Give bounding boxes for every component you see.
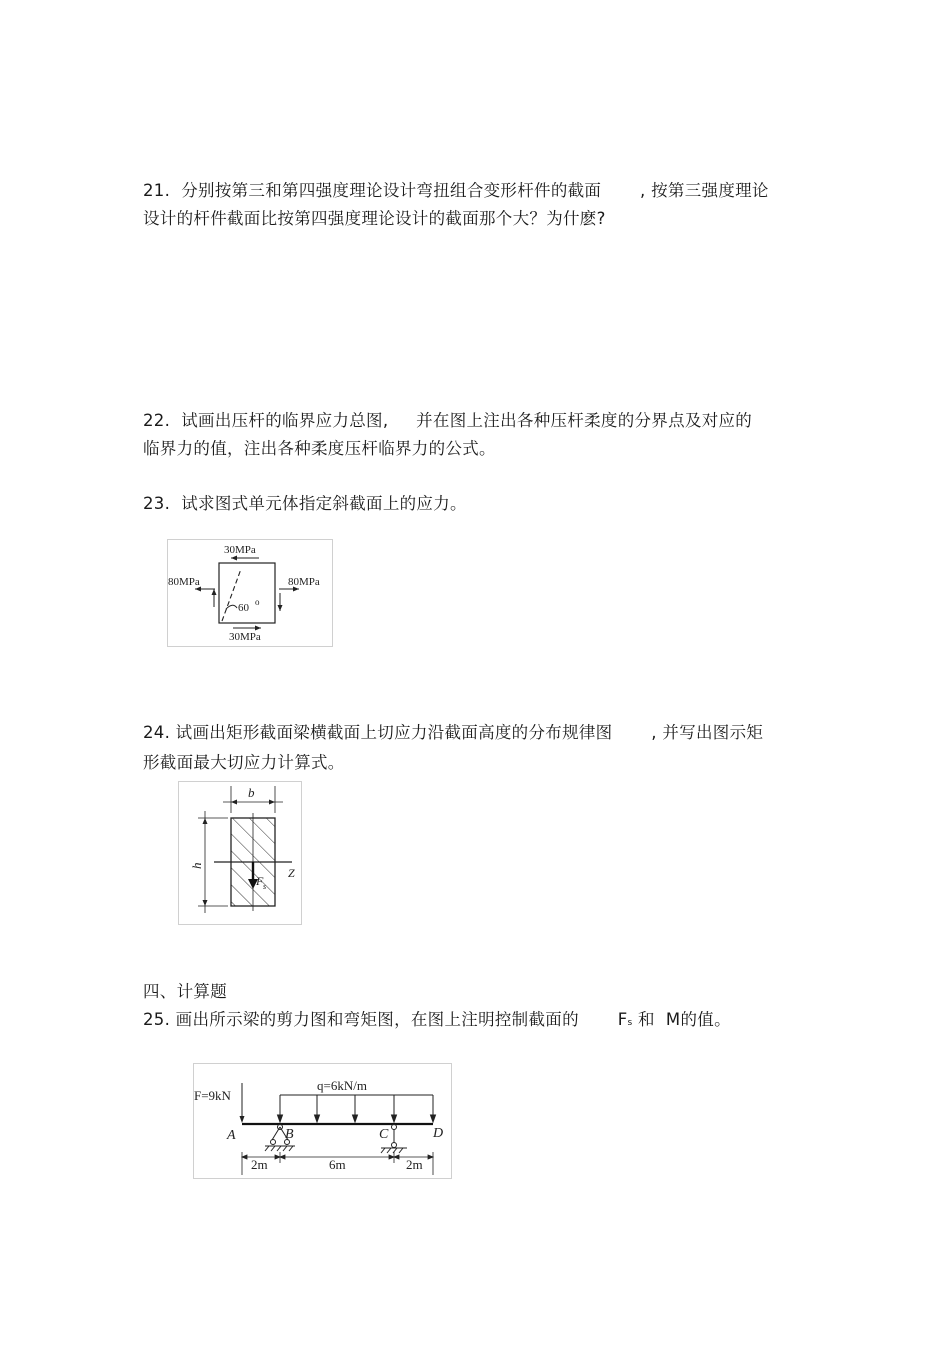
element-box — [219, 563, 275, 623]
q24-axis-label: Z — [288, 866, 295, 880]
q21-text-line2: 设计的杆件截面比按第四强度理论设计的截面那个大？为什麽? — [143, 209, 606, 228]
distributed-load-arrows — [278, 1095, 436, 1122]
q24-force-sub: s — [263, 882, 267, 891]
q25-point-d: D — [433, 1126, 444, 1141]
q24-width-label: b — [248, 785, 255, 800]
q25-force-label: F=9kN — [194, 1088, 231, 1103]
q25-load-label: q=6kN/m — [317, 1078, 367, 1093]
q25-point-a: A — [227, 1128, 236, 1143]
q23-text-line1: 23. 试求图式单元体指定斜截面上的应力。 — [143, 494, 467, 513]
q25-text-subscript: s — [627, 1018, 633, 1028]
q25-beam-figure — [193, 1063, 452, 1179]
q25-text-part2: 和 M的值。 — [632, 1010, 731, 1029]
section-4-title: 四、计算题 — [143, 982, 227, 1001]
q25-dim3: 2m — [406, 1157, 423, 1172]
q23-degree-symbol: o — [255, 597, 260, 607]
q23-stress-element-figure — [167, 539, 333, 647]
q23-angle-label: 60 — [238, 602, 249, 614]
q24-force-label: F — [256, 874, 264, 888]
q24-rect-section-figure — [178, 781, 302, 925]
q25-point-b: B — [285, 1127, 294, 1142]
q22-text-line1: 22. 试画出压杆的临界应力总图, 并在图上注出各种压杆柔度的分界点及对应的 — [143, 411, 753, 430]
q23-right-label: 80MPa — [288, 576, 320, 588]
q25-text-part1: 25. 画出所示梁的剪力图和弯矩图，在图上注明控制截面的 F — [143, 1010, 628, 1029]
q23-bottom-label: 30MPa — [229, 631, 261, 643]
q24-height-label: h — [189, 862, 204, 869]
q25-text-line1 — [143, 1009, 731, 1034]
q23-top-label: 30MPa — [224, 544, 256, 556]
q24-text-line2: 形截面最大切应力计算式。 — [143, 753, 345, 772]
q25-dim2: 6m — [329, 1157, 346, 1172]
q25-point-c: C — [379, 1127, 389, 1142]
q25-dim1: 2m — [251, 1157, 268, 1172]
q21-text-line1: 21. 分别按第三和第四强度理论设计弯扭组合变形杆件的截面 , 按第三强度理论 — [143, 181, 769, 200]
q22-text-line2: 临界力的值，注出各种柔度压杆临界力的公式。 — [143, 439, 496, 458]
q23-left-label: 80MPa — [168, 576, 200, 588]
q24-text-line1: 24. 试画出矩形截面梁横截面上切应力沿截面高度的分布规律图 , 并写出图示矩 — [143, 723, 764, 742]
